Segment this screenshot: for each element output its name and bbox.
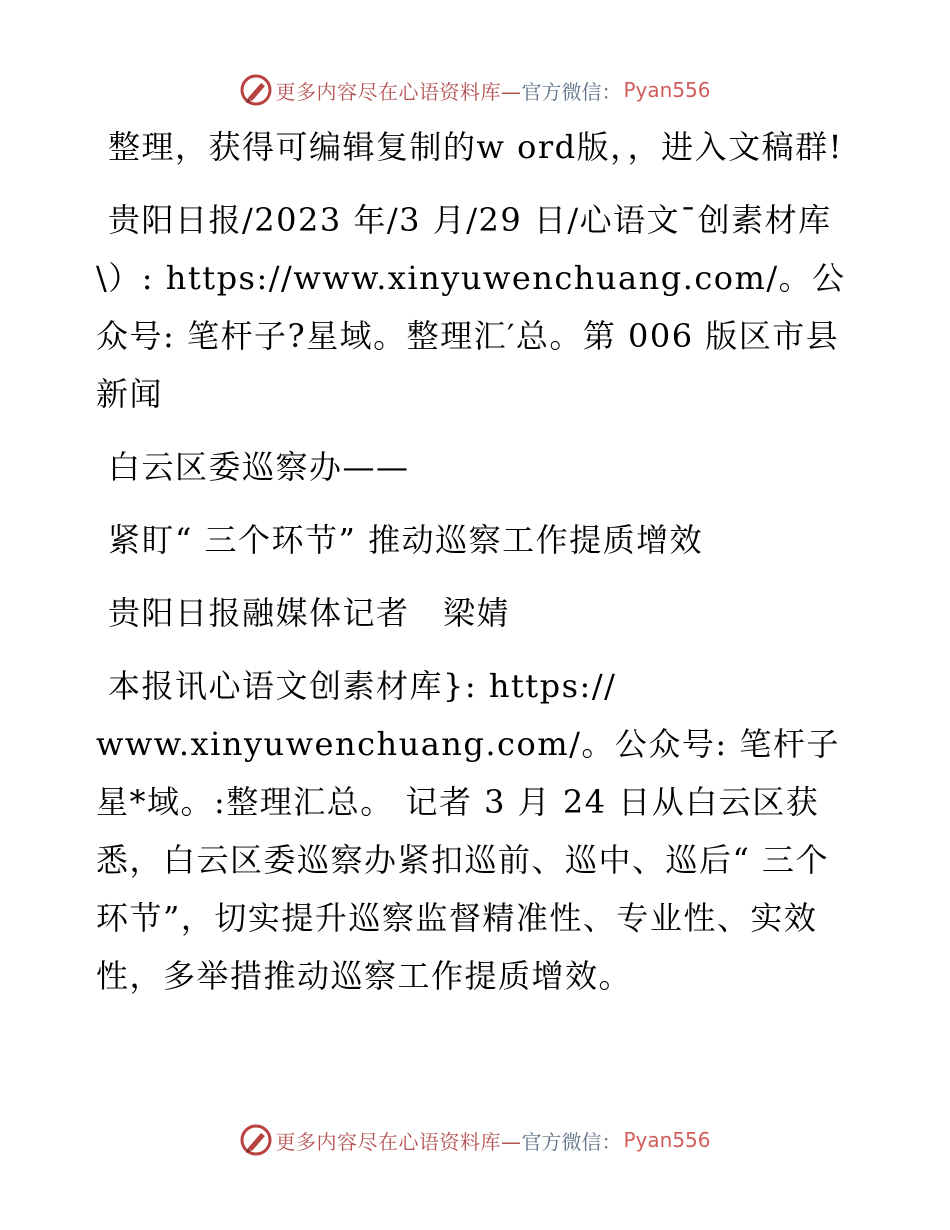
pen-logo-icon: [239, 73, 273, 107]
document-body: [96, 118, 856, 1020]
banner-text: 更多内容尽在心语资料库—: [275, 1129, 522, 1154]
footer-banner: [0, 1122, 950, 1158]
article-headline: 紧盯“ 三个环节” 推动巡察工作提质增效: [108, 521, 704, 559]
banner-content: [239, 73, 710, 107]
pen-logo-icon: [239, 1123, 273, 1157]
header-banner: [0, 72, 950, 108]
banner-wechat-label: 官方微信：: [521, 79, 622, 104]
article-lead-start: 本报讯心语文创素材库}: https://: [108, 667, 617, 705]
banner-wechat-id: Pyan556: [623, 1128, 711, 1152]
banner-wechat-label: 官方微信：: [521, 1129, 622, 1154]
article-lead-body: www.xinyuwenchuang.com/。公众号: 笔杆子星*域。:整理汇总。 记者 3 月 24 日从白云区获悉，白云区委巡察办紧扣巡前、巡中、巡后“ 三个环节”，切实提升巡察监督精准性、专业性、实效性，多举措推动巡察工作提质增效。: [96, 725, 840, 995]
paragraph-intro: 整理，获得可编辑复制的w ord版，，进入文稿群!: [108, 128, 843, 166]
paragraph-source: 贵阳日报/2023 年/3 月/29 日/心语文¯创素材库\）: https://www.xinyuwenchuang.com/。公众号: 笔杆子?星域。整理汇′总。第 006 版区市县新闻: [96, 201, 846, 413]
banner-text: 更多内容尽在心语资料库—: [275, 79, 522, 104]
paragraph-section: 白云区委巡察办——: [108, 448, 410, 486]
banner-content: [239, 1123, 710, 1157]
banner-wechat-id: Pyan556: [623, 78, 711, 102]
article-byline: 贵阳日报融媒体记者 梁婧: [108, 594, 511, 632]
